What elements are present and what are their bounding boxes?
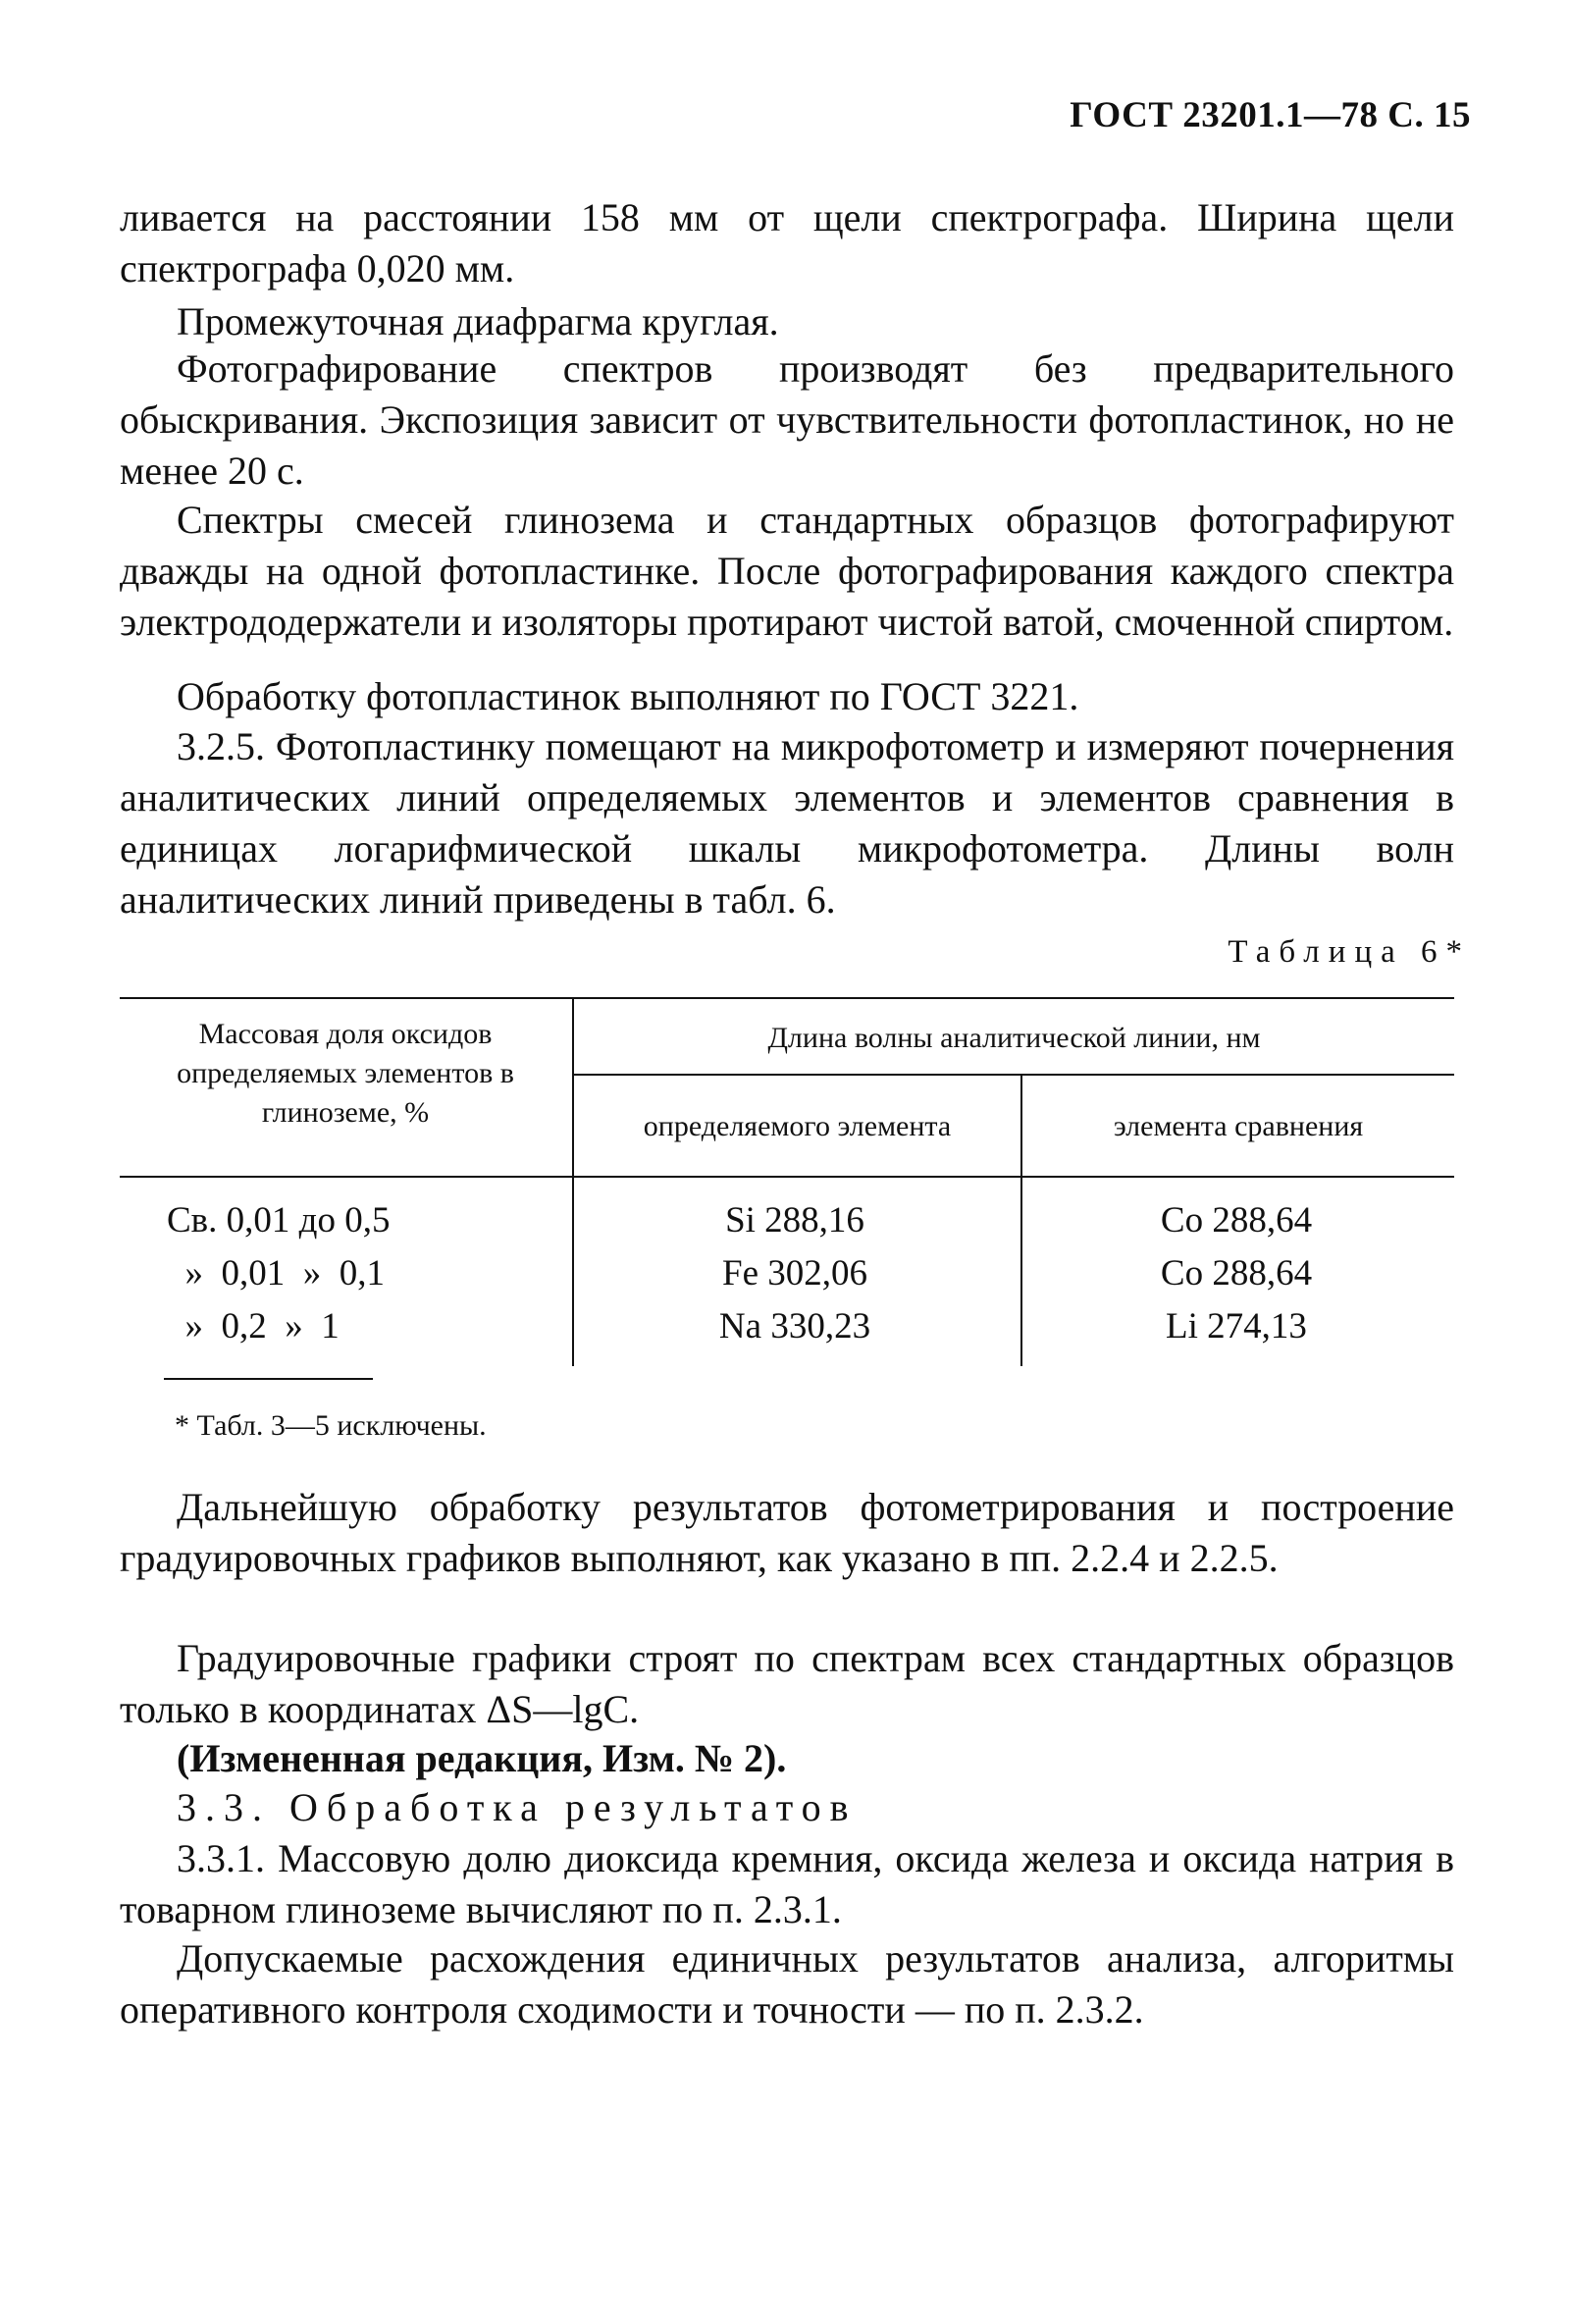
- paragraph-3-2-5: 3.2.5. Фотопластинку помещают на микрофотометр и измеряют почернения аналитических линий определяемых элементов и элементов сравнения в единицах логарифмической шкалы микрофотометра. Длины волн аналитических линий приведены в табл. 6.: [120, 724, 1454, 922]
- paragraph-further-processing: Дальнейшую обработку результатов фотометрирования и построение градуировочных графиков выполняют, как указано в пп. 2.2.4 и 2.2.5.: [120, 1485, 1454, 1580]
- paragraph-photography: Фотографирование спектров производят без предварительного обыскривания. Экспозиция зависит от чувствительности фотопластинок, но не менее 20 с.: [120, 346, 1454, 493]
- cell-range: Св. 0,01 до 0,5: [167, 1200, 391, 1241]
- paragraph-spectra: Спектры смесей глинозема и стандартных образцов фотографируют дважды на одной фотопластинке. После фотографирования каждого спектра электрододержатели и изоляторы протирают чистой ватой, смоченной спиртом.: [120, 498, 1454, 644]
- table-header-element: определяемого элемента: [643, 1110, 952, 1142]
- cell-element: Fe 302,06: [722, 1253, 867, 1294]
- paragraph-slit: ливается на расстоянии 158 мм от щели спектрографа. Ширина щели спектрографа 0,020 мм.: [120, 195, 1454, 290]
- table-footnote: * Табл. 3—5 исключены.: [175, 1409, 487, 1442]
- cell-element: Si 288,16: [725, 1200, 864, 1241]
- table-top-rule: [120, 997, 1454, 999]
- cell-element: Na 330,23: [718, 1306, 871, 1347]
- paragraph-processing: Обработку фотопластинок выполняют по ГОСТ 3221.: [177, 674, 1079, 718]
- paragraph-calibration: Градуировочные графики строят по спектрам всех стандартных образцов только в координатах ΔS—lgC.: [120, 1636, 1454, 1731]
- cell-reference: Li 274,13: [1166, 1306, 1307, 1347]
- paragraph-tolerances: Допускаемые расхождения единичных результатов анализа, алгоритмы оперативного контроля сходимости и точности — по п. 2.3.2.: [120, 1936, 1454, 2032]
- cell-reference: Co 288,64: [1160, 1253, 1313, 1294]
- table-header-wavelength: Длина волны аналитической линии, нм: [767, 1022, 1261, 1054]
- footnote-rule: [164, 1378, 373, 1380]
- paragraph-3-3-1: 3.3.1. Массовую долю диоксида кремния, оксида железа и оксида натрия в товарном глиноземе вычисляют по п. 2.3.1.: [120, 1836, 1454, 1931]
- table-header-mass-fraction: Массовая доля оксидов определяемых элементов в глиноземе, %: [177, 1018, 514, 1129]
- paragraph-diaphragm: Промежуточная диафрагма круглая.: [177, 299, 779, 343]
- cell-range: » 0,01 » 0,1: [167, 1253, 385, 1294]
- cell-range: » 0,2 » 1: [167, 1306, 340, 1347]
- table-group-rule: [572, 1074, 1454, 1076]
- paragraph-amendment: (Измененная редакция, Изм. № 2).: [177, 1736, 787, 1780]
- cell-reference: Co 288,64: [1160, 1200, 1313, 1241]
- table-header-reference: элемента сравнения: [1113, 1110, 1364, 1142]
- page-header: ГОСТ 23201.1—78 С. 15: [1070, 95, 1471, 135]
- table-header-rule: [120, 1176, 1454, 1178]
- table-caption: Таблица 6*: [1228, 934, 1471, 970]
- section-heading-3-3: 3.3. Обработка результатов: [177, 1785, 858, 1829]
